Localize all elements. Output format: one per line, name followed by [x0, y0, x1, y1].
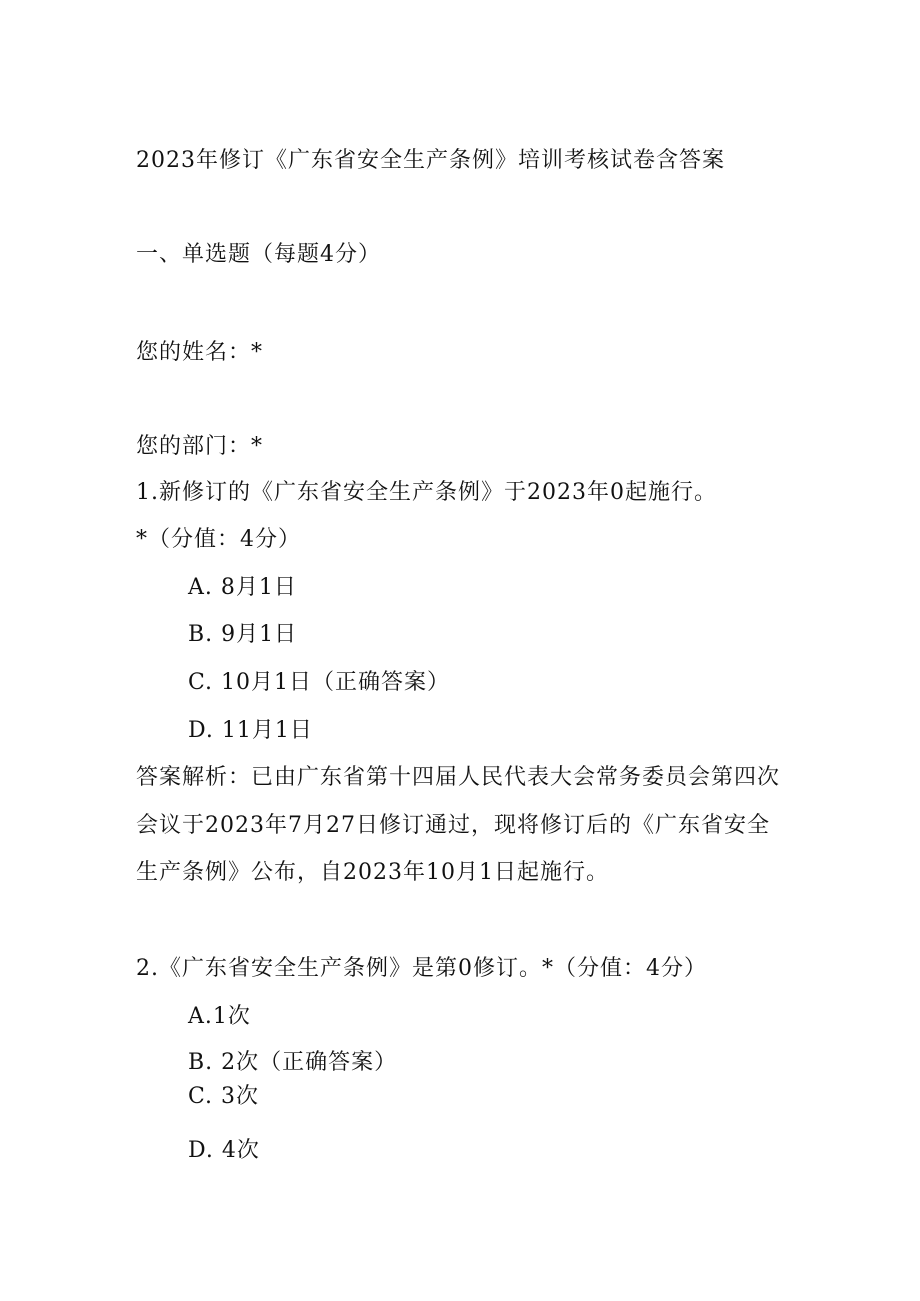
question-stem: 1.新修订的《广东省安全生产条例》于2023年0起施行。: [136, 480, 717, 505]
option-b[interactable]: B. 2次（正确答案）: [188, 1050, 398, 1075]
answer-explanation-line: 会议于2023年7月27日修订通过，现将修订后的《广东省安全: [136, 813, 770, 838]
question-stem: 2.《广东省安全生产条例》是第0修订。*（分值：4分）: [136, 956, 707, 981]
answer-explanation-line: 生产条例》公布，自2023年10月1日起施行。: [136, 860, 609, 885]
department-field-label: 您的部门：*: [136, 434, 264, 459]
option-d[interactable]: D. 4次: [188, 1138, 260, 1163]
section-heading: 一、单选题（每题4分）: [136, 242, 381, 267]
option-c[interactable]: C. 3次: [188, 1084, 260, 1109]
document-title: 2023年修订《广东省安全生产条例》培训考核试卷含答案: [136, 148, 725, 173]
question-score: *（分值：4分）: [136, 527, 301, 552]
option-d[interactable]: D. 11月1日: [188, 718, 313, 743]
name-field-label: 您的姓名：*: [136, 340, 264, 365]
answer-explanation-line: 答案解析：已由广东省第十四届人民代表大会常务委员会第四次: [136, 765, 781, 790]
option-c[interactable]: C. 10月1日（正确答案）: [188, 670, 451, 695]
option-a[interactable]: A. 8月1日: [188, 575, 297, 600]
option-b[interactable]: B. 9月1日: [188, 622, 298, 647]
option-a[interactable]: A.1次: [188, 1004, 251, 1029]
